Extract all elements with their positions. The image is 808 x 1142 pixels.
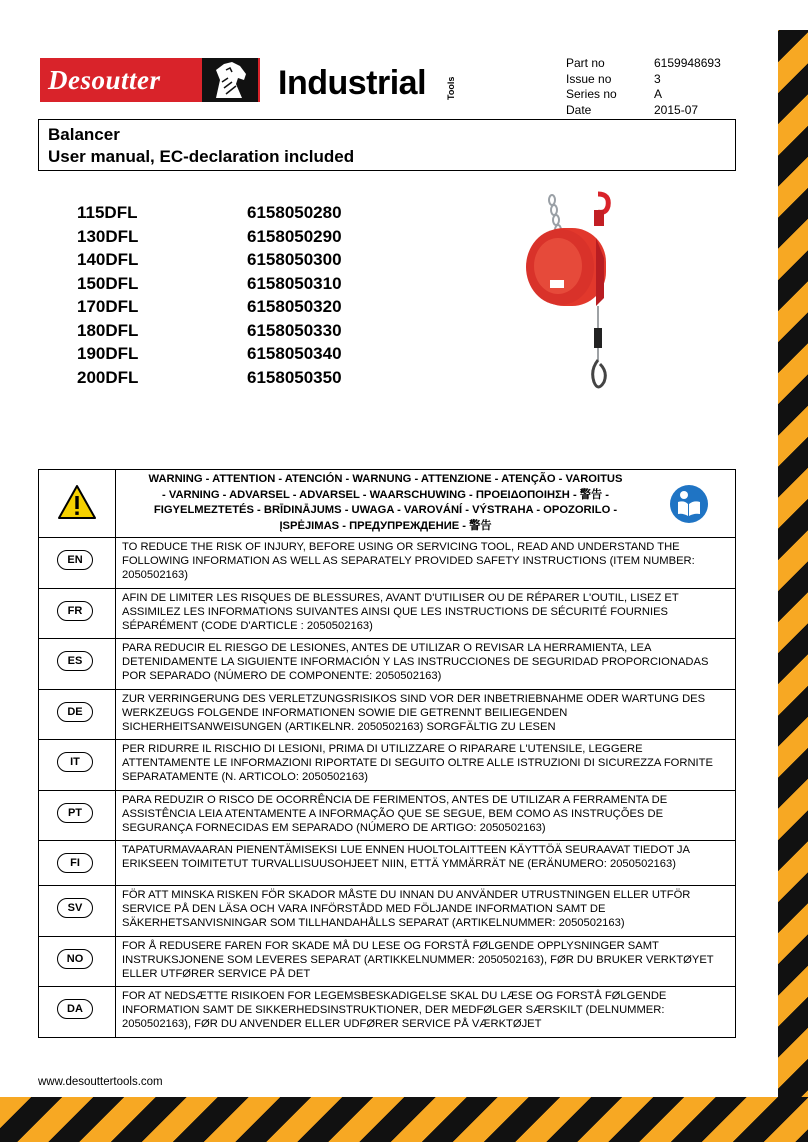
tools-wordmark-wrap [446,76,469,110]
hazard-stripe-bottom [0,1097,808,1142]
language-text: FOR Å REDUSERE FAREN FOR SKADE MÅ DU LESE OG FORSTÅ FØLGENDE OPPLYSNINGER SAMT INSTRUKSJONENE SOM LEVERES SEPARAT (ARTIKKELNUMMER: 2050502163), FØR DU BRUKER VERKTØYET ELLER UTFØRER SERVICE PÅ DET [122,939,714,980]
model-list [77,201,342,389]
meta-row: Part no 6159948693 [566,56,721,70]
balancer-product-image [500,188,640,408]
footer-website-link[interactable]: www.desouttertools.com [38,1076,163,1088]
language-badge: DE [57,702,93,722]
language-badge: EN [57,550,93,570]
language-text: PER RIDURRE IL RISCHIO DI LESIONI, PRIMA DI UTILIZZARE O RIPARARE L'UTENSILE, LEGGERE ATTENTAMENTE LE INFORMAZIONI RIPORTATE DI SEGUITO OLTRE ALLE ISTRUZIONI DI SICUREZZA FORNITE SEPARATAMENTE (N. ARTICOLO: 2050502163) [122,743,713,784]
language-badge: FI [57,853,93,873]
tools-wordmark: Tools [446,76,456,100]
language-text: PARA REDUZIR O RISCO DE OCORRÊNCIA DE FERIMENTOS, ANTES DE UTILIZAR A FERRAMENTA DE ASSISTÊNCIA LEIA ATENTAMENTE A INFORMAÇÃO QUE SE SEGUE, BEM COMO AS INSTRUÇÕES DE SEGURANÇA FORNECIDAS EM SEPARADO (NÚMERO DE ARTIGO: 2050502163) [122,793,668,834]
model-row: 130DFL 6158050290 [77,226,342,246]
language-row [39,638,735,689]
title-line-1: Balancer [48,125,120,144]
read-manual-icon-cell [655,470,735,537]
stripe-top-gap [778,0,808,30]
meta-row: Date 2015-07 [566,102,699,117]
model-row: 140DFL 6158050300 [77,250,342,269]
language-badge: IT [57,752,93,772]
language-text: ZUR VERRINGERUNG DES VERLETZUNGSRISIKOS SIND VOR DER INBETRIEBNAHME ODER WARTUNG DES WERKZEUGS FOLGENDE INFORMATIONEN SOWIE DIE GETRENNT BEILIEGENDEN SICHERHEITSANWEISUNGEN (ARTIKELNR. 2050502163) SORGFÄLTIG ZU LESEN [122,692,706,733]
hazard-stripe-right [778,0,808,1142]
language-row [39,936,735,987]
warning-triangle-icon [57,484,97,520]
meta-row: Issue no 3 [566,71,661,86]
language-row [39,885,735,936]
brand-name: Desoutter [48,65,161,95]
model-row: 170DFL 6158050320 [77,297,342,316]
language-row [39,840,735,885]
language-text: TO REDUCE THE RISK OF INJURY, BEFORE USING OR SERVICING TOOL, READ AND UNDERSTAND THE FOLLOWING INFORMATION AS WELL AS SEPARATELY PROVIDED SAFETY INSTRUCTIONS (ITEM NUMBER: 2050502163) [122,541,695,582]
language-text: FOR AT NEDSÆTTE RISIKOEN FOR LEGEMSBESKADIGELSE SKAL DU LÆSE OG FORSTÅ FØLGENDE INFORMATION SAMT DE SIKKERHEDSINSTRUKTIONER, DER MEDFØLGER SÆRSKILT (DELNUMMER: 2050502163), FØR DU ANVENDER ELLER UDFØRER SERVICE PÅ VÆRKTØJET [122,990,667,1031]
language-badge: SV [57,898,93,918]
model-row: 115DFL 6158050280 [77,203,342,222]
horse-logo-icon [202,58,258,102]
language-text: AFIN DE LIMITER LES RISQUES DE BLESSURES, AVANT D'UTILISER OU DE RÉPARER L'OUTIL, LISEZ ET ASSIMILEZ LES INFORMATIONS SUIVANTES AINSI QUE LES INSTRUCTIONS DE SÉCURITÉ FOURNIES SÉPARÉMENT (CODE D'ARTICLE : 2050502163) [122,591,679,632]
warning-icon-cell [39,470,116,537]
industrial-wordmark: Industrial [278,64,427,102]
language-row [39,689,735,740]
language-badge: NO [57,949,93,969]
safety-warning-table [38,469,736,1038]
model-row: 190DFL 6158050340 [77,344,342,363]
warning-header-row [39,470,735,537]
language-badge: PT [57,803,93,823]
language-row [39,739,735,790]
warning-title: WARNING - ATTENTION - ATENCIÓN - WARNUNG - ATTENZIONE - ATENÇÃO - VAROITUS - VARNING - ADVARSEL - ADVARSEL - WAARSCHUWING - ΠΡΟΕΙΔΟΠΟΙΗΣΗ - 警告 - FIGYELMEZTETÉS - BRĪDINĀJUMS - UWAGA - VAROVÁNÍ - VÝSTRAHA - OPOZORILO - ĮSPĖJIMAS - ПРЕДУПРЕЖДЕНИЕ - 警告 [148,473,623,532]
document-meta [566,56,721,118]
language-row [39,537,735,588]
title-box [38,119,736,171]
model-row: 200DFL 6158050350 [77,367,342,387]
language-text: FÖR ATT MINSKA RISKEN FÖR SKADOR MÅSTE DU INNAN DU ANVÄNDER UTRUSTNINGEN ELLER UTFÖR SERVICE PÅ DEN LÄSA OCH VARA INFÖRSTÅDD MED FÖLJANDE INFORMATION SAMT DE SÄKERHETSANVISNINGAR SOM TILLHANDAHÅLLS SEPARAT (ARTIKELNUMMER: 2050502163) [122,889,691,930]
language-row [39,986,735,1037]
language-text: TAPATURMAVAARAN PIENENTÄMISEKSI LUE ENNEN HUOLTOLAITTEEN KÄYTTÖÄ SEURAAVAT TIEDOT JA ERIKSEEN TOIMITETUT TURVALLISUUSOHJEET NIIN, ETTÄ YMMÄRRÄT NE (ERÄNUMERO: 2050502163) [122,844,690,871]
meta-row: Series no A [566,87,663,101]
title-line-2: User manual, EC-declaration included [48,147,355,166]
language-row [39,588,735,639]
language-badge: DA [57,999,93,1019]
model-row: 150DFL 6158050310 [77,273,342,293]
language-badge: FR [57,601,93,621]
model-row: 180DFL 6158050330 [77,320,342,340]
read-manual-icon [669,484,709,524]
language-text: PARA REDUCIR EL RIESGO DE LESIONES, ANTES DE UTILIZAR O REVISAR LA HERRAMIENTA, LEA DETENIDAMENTE LA SIGUIENTE INFORMACIÓN Y LAS INSTRUCCIONES DE SEGURIDAD PROPORCIONADAS POR SEPARADO (NÚMERO DE COMPONENTE: 2050502163) [122,642,709,683]
language-badge: ES [57,651,93,671]
language-row [39,790,735,841]
